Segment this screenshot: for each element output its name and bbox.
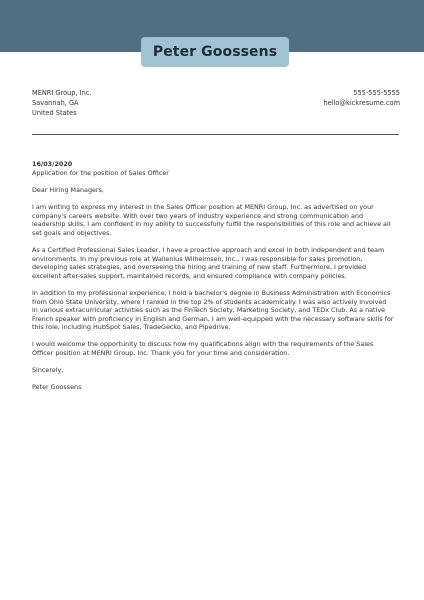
letter-paragraph-3: In addition to my professional experience, I hold a bachelor's degree in Business Administration with Economics from Ohio State University, where I ranked in the top 2% of students academically. I was also actively involved in various extracurricular activities such as the FinTech Society, Marketing Society, and TEDx Club. As a native French speaker with proficiency in English and German, I am well-equipped with the necessary software skills for this role, including HubSpot Sales, TradeGecko, and Pipedrive. [32, 288, 394, 332]
letter-greeting: Dear Hiring Managers, [32, 185, 104, 194]
letter-paragraph-4: I would welcome the opportunity to discuss how my qualifications align with the requirements of the Sales Officer position at MENRI Group, Inc. Thank you for your time and consideration. [32, 340, 374, 358]
letter-body [32, 160, 394, 401]
letter-closing: Sincerely, [32, 366, 64, 375]
phone-number: 555-555-5555 [353, 89, 400, 97]
sender-address [32, 88, 92, 118]
name-banner [141, 37, 289, 67]
sender-city: Savannah, GA [32, 99, 79, 107]
letter-date: 16/03/2020 [32, 160, 73, 168]
letter-subject: Application for the position of Sales Officer [32, 168, 169, 177]
sender-country: United States [32, 109, 77, 117]
email-address: hello@kickresume.com [323, 99, 400, 107]
letter-paragraph-2: As a Certified Professional Sales Leader, I have a proactive approach and excel in both independent and team environments. In my previous role at Wallenius Wilhelmsen, Inc., I was responsible for sales promotion, developing sales strategies, and overseeing the hiring and training of new staff. Furthermore, I provided excellent after-sales support, maintained records, and ensured compliance with company policies. [32, 245, 385, 280]
contact-info [323, 88, 400, 108]
applicant-name: Peter Goossens [152, 44, 278, 60]
header-divider [32, 134, 399, 135]
letter-paragraph-1: I am writing to express my interest in the Sales Officer position at MENRI Group, Inc. as advertised on your company's careers website. With over two years of industry experience and strong communication and leadership skills, I am confident in my ability to successfully fulfill the responsibilities of this role and achieve all set goals and objectives. [32, 202, 391, 237]
letter-signature: Peter Goossens [32, 383, 82, 392]
sender-company: MENRI Group, Inc. [32, 89, 92, 97]
